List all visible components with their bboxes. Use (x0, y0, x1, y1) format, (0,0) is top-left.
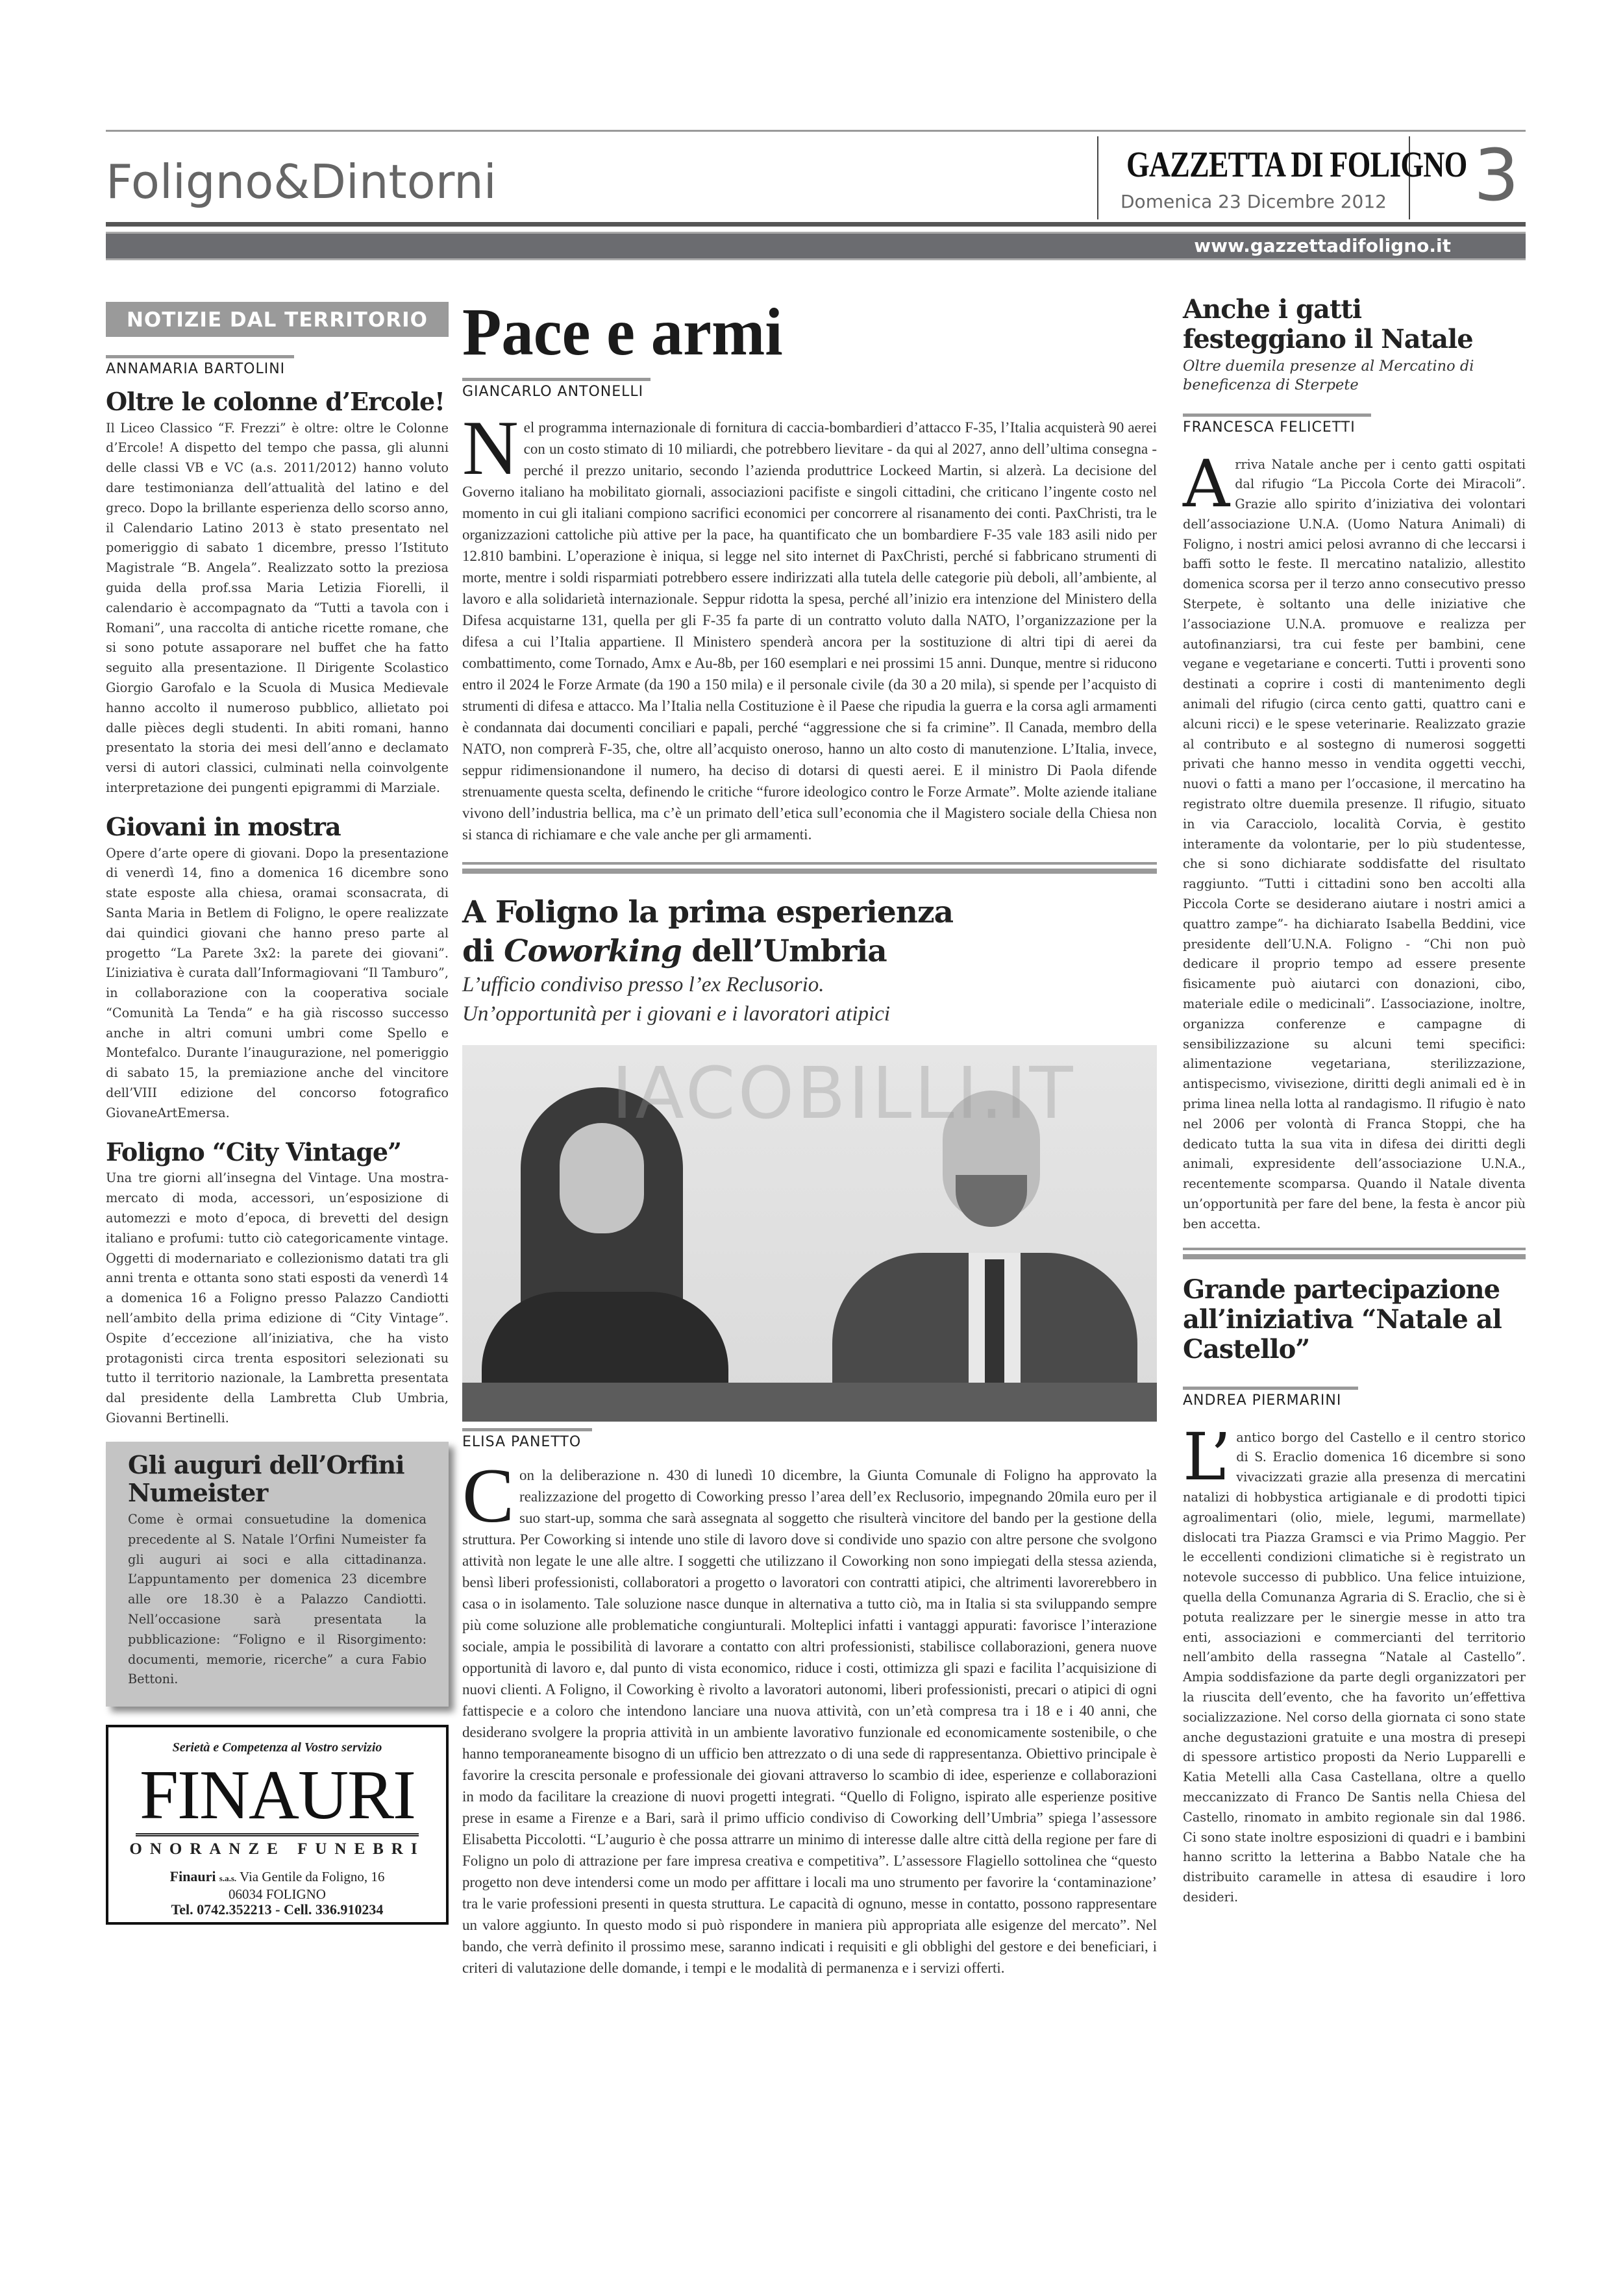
subtitle-line: L’ufficio condiviso presso l’ex Reclusorio. (462, 973, 824, 997)
article-city-vintage (106, 1138, 449, 1429)
article-subtitle: Oltre duemila presenze al Mercatino di beneficenza di Sterpete (1183, 358, 1474, 394)
title-part: dell’Umbria (681, 933, 887, 969)
top-rule (106, 130, 1526, 132)
article-body (462, 404, 1157, 845)
article-body (462, 1452, 1157, 1979)
article-text: antico borgo del Castello e il centro storico di S. Eraclio domenica 16 dicembre si sono vivacizzati grazie alla presenza di mercatini natalizi di hobbystica artigianale e di prodotti tipici agroalimentari (olio, miele, legumi, marmellate) dislocati tra Piazza Gramsci e via Primo Maggio. Per le eccellenti condizioni climatiche si è registrato un notevole successo di pubblico. Una felice intuizione, quella della Comunanza Agraria di S. Eraclio, che si è potuta realizzare per le sinergie messe in atto tra enti, associazioni e commercianti del territorio nell’ambito della rassegna “Natale al Castello”. Ampia soddisfazione da parte degli organizzatori per la riuscita dell’evento, che ha favorito un’effettiva socializzazione. Nel corso della giornata ci sono state anche degustazioni gratuite e una mostra di presepi di spessore artistico proposti da Nerio Lupparelli e Katia Metelli alla Casa Castellana, oltre a quello meccanizzato di Franco De Santis nella Chiesa del Castello, rinomato in ambito regionale sin dal 1986. Ci sono state inoltre esposizioni di quadri e i bambini hanno scritto la letterina a Babbo Natale che ha distribuito caramelle in attesa di esaudire i loro desideri. (1183, 1429, 1526, 1905)
ad-contact (108, 1869, 446, 1918)
byline: GIANCARLO ANTONELLI (462, 384, 644, 400)
issue-date: Domenica 23 Dicembre 2012 (1121, 191, 1387, 212)
section-kicker: NOTIZIE DAL TERRITORIO (106, 302, 449, 337)
header-rule (106, 222, 1526, 227)
photo-table (462, 1383, 1157, 1422)
section-divider (1183, 1248, 1526, 1259)
drop-cap: A (1183, 445, 1230, 522)
article-gatti-natale (1183, 295, 1526, 1235)
orfini-numeister-box (106, 1442, 449, 1707)
byline: FRANCESCA FELICETTI (1183, 419, 1356, 436)
photo-woman-face (560, 1123, 644, 1233)
section-title: Foligno&Dintorni (106, 154, 497, 209)
article-subtitle (462, 970, 1157, 1028)
byline-rule (462, 378, 650, 381)
right-column (1183, 286, 1526, 1908)
page-number: 3 (1474, 134, 1519, 217)
box-body: Come è ormai consuetudine la domenica precedente al S. Natale l’Orfini Numeister fa gli auguri ai soci e alla cittadinanza. L’appuntamento per domenica 23 dicembre alle ore 18.30 è a Palazzo Candiotti. Nell’occasione sarà presentata la pubblicazione: “Foligno e il Risorgimento: documenti, memorie, ricerche” a cura Fabio Bettoni. (128, 1512, 427, 1687)
title-line: A Foligno la prima esperienza (462, 895, 954, 930)
article-photo (462, 1045, 1157, 1422)
section-divider (462, 862, 1157, 874)
subtitle-line: Un’opportunità per i giovani e i lavoratori atipici (462, 1002, 891, 1026)
byline: ANDREA PIERMARINI (1183, 1392, 1342, 1409)
photo-man-beard (956, 1175, 1027, 1227)
article-body: Il Liceo Classico “F. Frezzi” è oltre: oltre le Colonne d’Ercole! A dispetto del tempo che passa, gli alunni delle classi VB e VC (a.s. 2011/2012) hanno voluto dare testimonianza dell’attualità del latino e del greco. Dopo la brillante esperienza dello scorso anno, il Calendario Latino 2013 è stato presentato nel pomeriggio di sabato 1 dicembre, presso l’Istituto Magistrale “B. Angela”. Realizzato sotto la preziosa guida della prof.ssa Maria Letizia Fiorelli, il calendario è accompagnato da “Tutti a tavola con i Romani”, una raccolta di antiche ricette romane, che si sono potute assaporare nel buffet che ha fatto seguito alla presentazione. Il Dirigente Scolastico Giorgio Garofalo e la Scuola di Musica Medievale hanno accolto il numeroso pubblico, allietato poi dalle pièces degli studenti. In abiti romani, hanno presentato la storia dei mesi dell’anno e declamato versi di autori classici, culminati nella coinvolgente interpretazione dei pungenti epigrammi di Marziale. (106, 420, 449, 796)
article-body: Opere d’arte opere di giovani. Dopo la presentazione di venerdì 14, fino a domenica 16 dicembre sono state esposte alla chiesa, oramai sconsacrata, di Santa Maria in Betlem di Foligno, le opere realizzate dai quindici giovani che hanno preso parte al progetto “La Parete 3x2: la parete dei giovani”. L’iniziativa è curata dall’Informagiovani “Il Tamburo”, in collaborazione con la cooperativa sociale “Comunità La Tenda” e ha già riscosso successo anche in altri comuni umbri come Spello e Montefalco. Durante l’inaugurazione, nel pomeriggio di sabato 15, la premiazione anche del vincitore dell’VIII edizione del concorso fotografico GiovaneArtEmersa. (106, 845, 449, 1120)
finauri-advertisement[interactable] (106, 1725, 449, 1925)
ad-company: Finauri (169, 1868, 216, 1885)
ad-brand-logo: FINAURI (136, 1760, 419, 1836)
byline-rule (1183, 414, 1371, 417)
article-title: Grande partecipazione all’iniziativa “Natale al Castello” (1183, 1274, 1502, 1364)
ad-address: Via Gentile da Foligno, 16 (240, 1869, 385, 1885)
article-body: Una tre giorni all’insegna del Vintage. Una mostra-mercato di moda, accessori, un’esposizione di automezzi e moto d’epoca, di brevetti del design italiano e profumi: tutto ciò categoricamente vintage. Oggetti di modernariato e collezionismo datati tra gli anni trenta e ottanta sono stati esposti da venerdì 14 a domenica 16 a Foligno presso Palazzo Candiotti nell’ambito della prima edizione di “City Vintage”. Ospite d’eccezione all’iniziativa, che ha visto protagonisti circa trenta espositori selezionati su tutto il territorio nazionale, la Lambretta presentata dal presidente della Lambretta Club Umbria, Giovanni Bertinelli. (106, 1170, 449, 1426)
ad-tagline: Serietà e Competenza al Vostro servizio (172, 1740, 382, 1755)
article-title (462, 893, 1157, 970)
ad-phones: Tel. 0742.352213 - Cell. 336.910234 (171, 1901, 384, 1918)
byline: ELISA PANETTO (462, 1434, 582, 1451)
left-column (106, 302, 449, 1925)
masthead (1097, 136, 1467, 219)
article-title: Giovani in mostra (106, 811, 341, 841)
url-bar (106, 232, 1526, 260)
center-column (462, 286, 1157, 1979)
article-oltre-le-colonne (106, 388, 449, 798)
article-body (1183, 1418, 1526, 1908)
drop-cap: L’ (1183, 1418, 1232, 1495)
drop-cap: C (462, 1452, 515, 1539)
article-text: el programma internazionale di fornitura di caccia-bombardieri d’attacco F-35, l’Italia acquisterà 90 aerei con un costo stimato di 10 miliardi, che potrebbero lievitare - da qui al 2027, anno dell’ultima consegna - perché il prezzo unitario, secondo l’azienda produttrice Lockeed Martin, si alzerà. La decisione del Governo italiano ha mobilitato giornali, associazioni pacifiste e singoli cittadini, che criticano l’ingente costo nel momento in cui gli italiani compiono sacrifici economici per concorrere al risanamento dei conti. PaxChristi, tra le organizzazioni cattoliche più attive per la pace, ha quantificato che un bombardiere F-35 vale 183 asili nido per 12.810 bambini. L’operazione è iniqua, si legge nel sito internet di PaxChristi, perché si fabbricano strumenti di morte, mentre i soldi risparmiati potrebbero essere indirizzati alla tutela delle categorie più deboli, all’ambiente, al lavoro e alla solidarietà internazionale. Seppur ridotta la spesa, perché all’inizio era intenzione del Ministero della Difesa acquistarne 131, quella per gli F-35 fa parte di un contratto voluto dalla NATO, l’organizzazione per la difesa a cui l’Italia appartiene. Il Ministero spenderà ancora per la sostituzione di altri tipi di aerei da combattimento, come Tornado, Amx e Au-8b, per 160 esemplari e nei prossimi 15 anni. Dunque, mentre si riducono entro il 2024 le Forze Armate (da 190 a 150 mila) e il personale civile (da 30 a 20 mila), si spende per l’acquisto di strumenti di difesa e attacco. Ma l’Italia nella Costituzione è il Paese che ripudia la guerra e la corsa agli armamenti è condannata dai documenti conciliari e papali, perché “aggressione che si fa crimine”. Il Canada, membro della NATO, non comprerà F-35, che, oltre all’acquisto oneroso, hanno un alto costo di manutenzione. L’Italia, invece, seppur ridimensionandone il numero, ha deciso di dotarsi di questi aerei. E il ministro Di Paola difende strenuamente questa scelta, definendo le critiche “furore ideologico contro le Forze Armate”. Molte aziende italiane vivono dell’industria bellica, ma c’è un primato dell’etica sull’economia che il Magistero sociale della Chiesa non si stanca di richiamare e che vale anche per gli armamenti. (462, 419, 1157, 843)
ad-city: 06034 FOLIGNO (229, 1886, 326, 1903)
byline-rule (1183, 1387, 1358, 1390)
article-body (1183, 445, 1526, 1235)
title-part: di (462, 933, 504, 969)
title-italic: Coworking (504, 933, 682, 969)
drop-cap: N (462, 404, 519, 491)
photo-watermark: IACOBILLI.IT (612, 1052, 1076, 1135)
article-natale-al-castello (1183, 1275, 1526, 1908)
article-title: Anche i gatti festeggiano il Natale (1183, 294, 1473, 354)
website-link[interactable]: www.gazzettadifoligno.it (1194, 235, 1451, 256)
article-text: rriva Natale anche per i cento gatti ospitati dal rifugio “La Piccola Corte dei Miracoli”. Grazie allo spirito d’iniziativa dei volontari dell’associazione U.N.A. (Uomo Natura Animali) di Foligno, i nostri amici pelosi avranno di che leccarsi i baffi sotto le feste. Il mercatino natalizio, allestito domenica scorsa per il terzo anno consecutivo presso Sterpete, è soltanto una delle iniziative che l’associazione U.N.A. promuove e realizza per autofinanziarsi, tra cui feste per bambini, cene vegane e vegetariane e concerti. Tutti i proventi sono destinati a coprire i costi di mantenimento degli animali del rifugio (circa cento gatti, quattro cani e alcuni ricci) e le spese veterinarie. Realizzato grazie al contributo e al sostegno di numerosi soggetti privati che hanno messo in vendita oggetti vecchi, nuovi o fatti a mano per l’occasione, il mercatino ha registrato oltre duemila presenze. Il rifugio, situato in via Caracciolo, località Corvia, è gestito interamente da volontarie, per lo più studentesse, che si sono dichiarate soddisfatte del risultato raggiunto. “Tutti i cittadini sono ben accolti alla Piccola Corte se desiderano aiutare i nostri amici a quattro zampe”- ha dichiarato Isabella Beddini, vice presidente dell’U.N.A. Foligno - “Chi non può dedicare il proprio tempo ad essere presente fisicamente può aiutarci con donazioni, cibo, materiale edile o medicinali”. L’associazione, inoltre, organizza conferenze e campagne di sensibilizzazione su alcuni temi specifici: alimentazione vegetariana, sterilizzazione, antispecismo, vivisezione, diritti degli animali ed è in prima linea nella lotta al randagismo. Il rifugio è nato nel 2006 per volontà di Franca Stoppi, che ha dedicato tutta la sua vita in difesa dei diritti degli animali, expresidente dell’associazione U.N.A., recentemente scomparsa. Quando il Natale diventa un’opportunità per fare del bene, la festa è ancor più ben accetta. (1183, 456, 1526, 1231)
byline-rule (106, 355, 294, 358)
article-text: on la deliberazione n. 430 di lunedì 10 dicembre, la Giunta Comunale di Foligno ha approvato la realizzazione del progetto di Coworking presso l’area dell’ex Reclusorio, impegnando 20mila euro per il suo start-up, somma che sarà assegnata al soggetto che risulterà vincitore del bando per la gestione della struttura. Per Coworking si intende uno stile di lavoro dove si condivide uno spazio con altre persone che svolgono attività non legate le une alle altre. I soggetti che utilizzano il Coworking non sono impiegati della stessa azienda, bensì liberi professionisti, collaboratori a progetto o lavoratori con contratti atipici, che altrimenti lavorerebbero in casa o in isolamento. Tale soluzione nasce dunque in alternativa a tutto ciò, ma in Italia si sta sviluppando sempre più come soluzione alle problematiche congiunturali. Molteplici infatti i vantaggi appurati: favorisce l’interazione sociale, ampia le possibilità di lavorare a contatto con altri professionisti, stabilisce collaborazioni, genera nuove opportunità di lavoro e, dal punto di vista economico, riduce i costi, ottimizza gli spazi e facilita l’acquisizione di nuovi clienti. A Foligno, il Coworking è rivolto a lavoratori autonomi, liberi professionisti, precari o atipici di ogni fattispecie e a coloro che intendono lanciare una nuova attività, con un’età compresa tra i 18 e i 40 anni, che desiderano svolgere la propria attività in un ambiente lavorativo funzionale ed economicamente sostenibile, o che hanno temporaneamente bisogno di un ufficio ben attrezzato o di una sede di rappresentanza. Obiettivo principale è favorire la crescita personale e professionale dei giovani attraverso lo scambio di idee, esperienze e collaborazioni in modo da facilitare la creazione di nuovi progetti integrati. “Quello di Foligno, ispirato alle esperienze positive prese in esame a Firenze e a Bari, sarà il primo ufficio condiviso di Coworking dell’Umbria” spiega l’assessore Elisabetta Piccolotti. “L’augurio è che possa attrarre un minimo di interesse dalle altre città della regione per fare di Foligno un polo di attrazione per fare impresa creativa e competitiva”. L’assessore Flagiello sottolinea che “questo progetto non deve intendersi come un modo per affittare i locali ma uno strumento per favorire la ‘contaminazione’ tra le varie professioni presenti in questa struttura. Le capacità di ognuno, messe in contatto, possono rappresentare un valore aggiunto. In questo modo si può rispondere in maniera più appropriata alle esigenze del mercato”. Nel bando, che verrà definito il prossimo mese, saranno indicati i requisiti e gli obblighi del gestore e dei beneficiari, i criteri di valutazione delle domande, i tempi e le modalità di permanenza e i servizi offerti. (462, 1467, 1157, 1977)
article-coworking (462, 893, 1157, 1979)
article-pace-e-armi (462, 295, 1157, 845)
ad-subtitle: ONORANZE FUNEBRI (129, 1840, 425, 1858)
article-giovani-in-mostra (106, 813, 449, 1124)
byline-rule (462, 1428, 592, 1431)
ad-company-type: s.a.s. (219, 1873, 237, 1884)
article-title: Pace e armi (462, 295, 783, 369)
article-title: Oltre le colonne d’Ercole! (106, 387, 445, 416)
box-title: Gli auguri dell’Orfini Numeister (128, 1450, 404, 1508)
article-title: Foligno “City Vintage” (106, 1137, 401, 1167)
byline: ANNAMARIA BARTOLINI (106, 361, 286, 377)
newspaper-name: GAZZETTA DI FOLIGNO (1126, 145, 1467, 185)
photo-man-tie (985, 1259, 1004, 1389)
